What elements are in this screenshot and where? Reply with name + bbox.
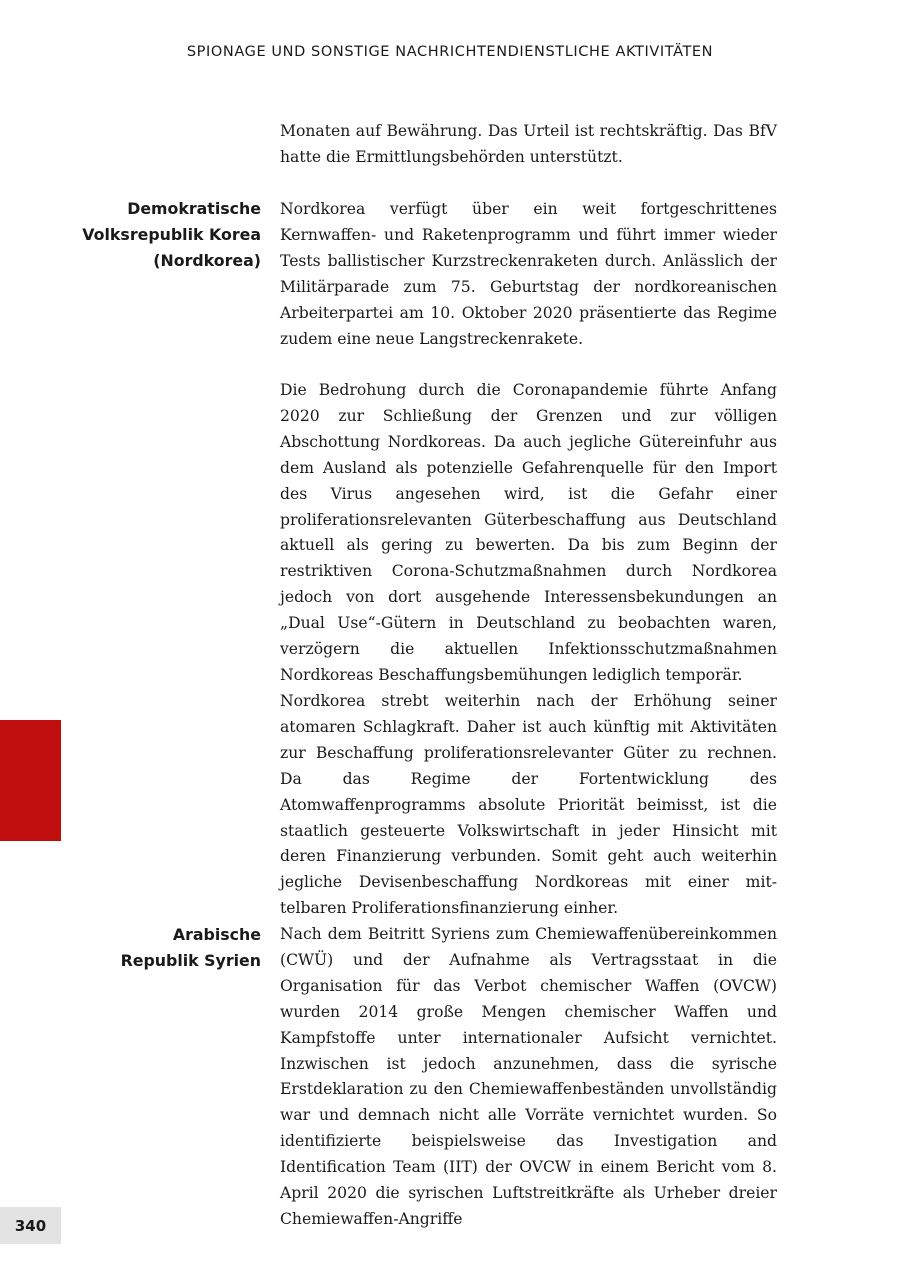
korea-paragraph-3: Nordkorea strebt weiterhin nach der Erhöhung seiner atomaren Schlagkraft. Daher ist auch künftig mit Aktivitäten zur Beschaffung proliferationsrelevanter Güter zu rechnen. Da das Regime der Fortentwicklung des Atomwaffenprogramms absolute Priorität beimisst, ist die staatlich gesteuerte Volkswirtschaft in jeder Hinsicht mit deren Finanzierung verbunden. Somit geht auch weiterhin jegliche Devisenbeschaffung Nordkoreas mit einer mittelbaren Proliferationsfinanzierung einher. xyxy=(280,692,777,918)
side-heading-line: Arabische xyxy=(172,925,261,944)
side-heading-line: Demokratische xyxy=(127,199,261,218)
korea-paragraph-1: Nordkorea verfügt über ein weit fortgeschrittenes Kernwaffen- und Raketenprogramm und führt immer wieder Tests ballistischer Kurzstreckenraketen durch. Anlässlich der Militärparade zum 75. Geburtstag der nordkoreanischen Arbeiterpartei am 10. Oktober 2020 präsentierte das Regime zudem eine neue Langstreckenrakete. xyxy=(280,200,777,348)
side-heading-line: (Nordkorea) xyxy=(153,251,261,270)
running-head: SPIONAGE UND SONSTIGE NACHRICHTENDIENSTLICHE AKTIVITÄTEN xyxy=(186,44,714,60)
chapter-tab-marker xyxy=(0,720,61,841)
side-heading-korea xyxy=(61,196,261,274)
intro-paragraph: Monaten auf Bewährung. Das Urteil ist rechtskräftig. Das BfV hatte die Ermittlungsbehörden unterstützt. xyxy=(280,122,777,166)
page-number-box xyxy=(0,1207,61,1244)
syria-paragraph: Nach dem Beitritt Syriens zum Chemiewaffenübereinkommen (CWÜ) und der Aufnahme als Vertragsstaat in die Organisation für das Verbot chemischer Waffen (OVCW) wurden 2014 große Mengen chemischer Waffen und Kampfstoffe unter internationaler Aufsicht vernichtet. Inzwischen ist jedoch anzunehmen, dass die syrische Erstdeklaration zu den Chemiewaffenbeständen unvollständig war und demnach nicht alle Vorräte vernichtet wurden. So identifizierte beispielsweise das Investigation and Identification Team (IIT) der OVCW in einem Bericht vom 8. April 2020 die syrischen Luftstreitkräfte als Urheber dreier Chemiewaffen-Angriffe xyxy=(280,925,777,1228)
side-heading-line: Republik Syrien xyxy=(120,951,261,970)
korea-paragraph-2: Die Bedrohung durch die Coronapandemie führte Anfang 2020 zur Schließung der Grenzen und zur völligen Abschottung Nordkoreas. Da auch jegliche Gütereinfuhr aus dem Ausland als potenzielle Gefahrenquelle für den Import des Virus angesehen wird, ist die Gefahr einer proliferationsrelevanten Güterbeschaffung aus Deutschland aktuell als gering zu bewerten. Da bis zum Beginn der restriktiven Corona-Schutzmaßnahmen durch Nordkorea jedoch von dort ausgehende Interessensbekundungen an „Dual Use“-Gütern in Deutschland zu beobachten waren, verzögern die aktuellen Infektionsschutzmaßnahmen Nordkoreas Beschaffungsbemühungen lediglich temporär. xyxy=(280,381,777,684)
side-heading-syria xyxy=(61,922,261,974)
side-heading-line: Volksrepublik Korea xyxy=(82,225,261,244)
page-number: 340 xyxy=(14,1216,47,1235)
